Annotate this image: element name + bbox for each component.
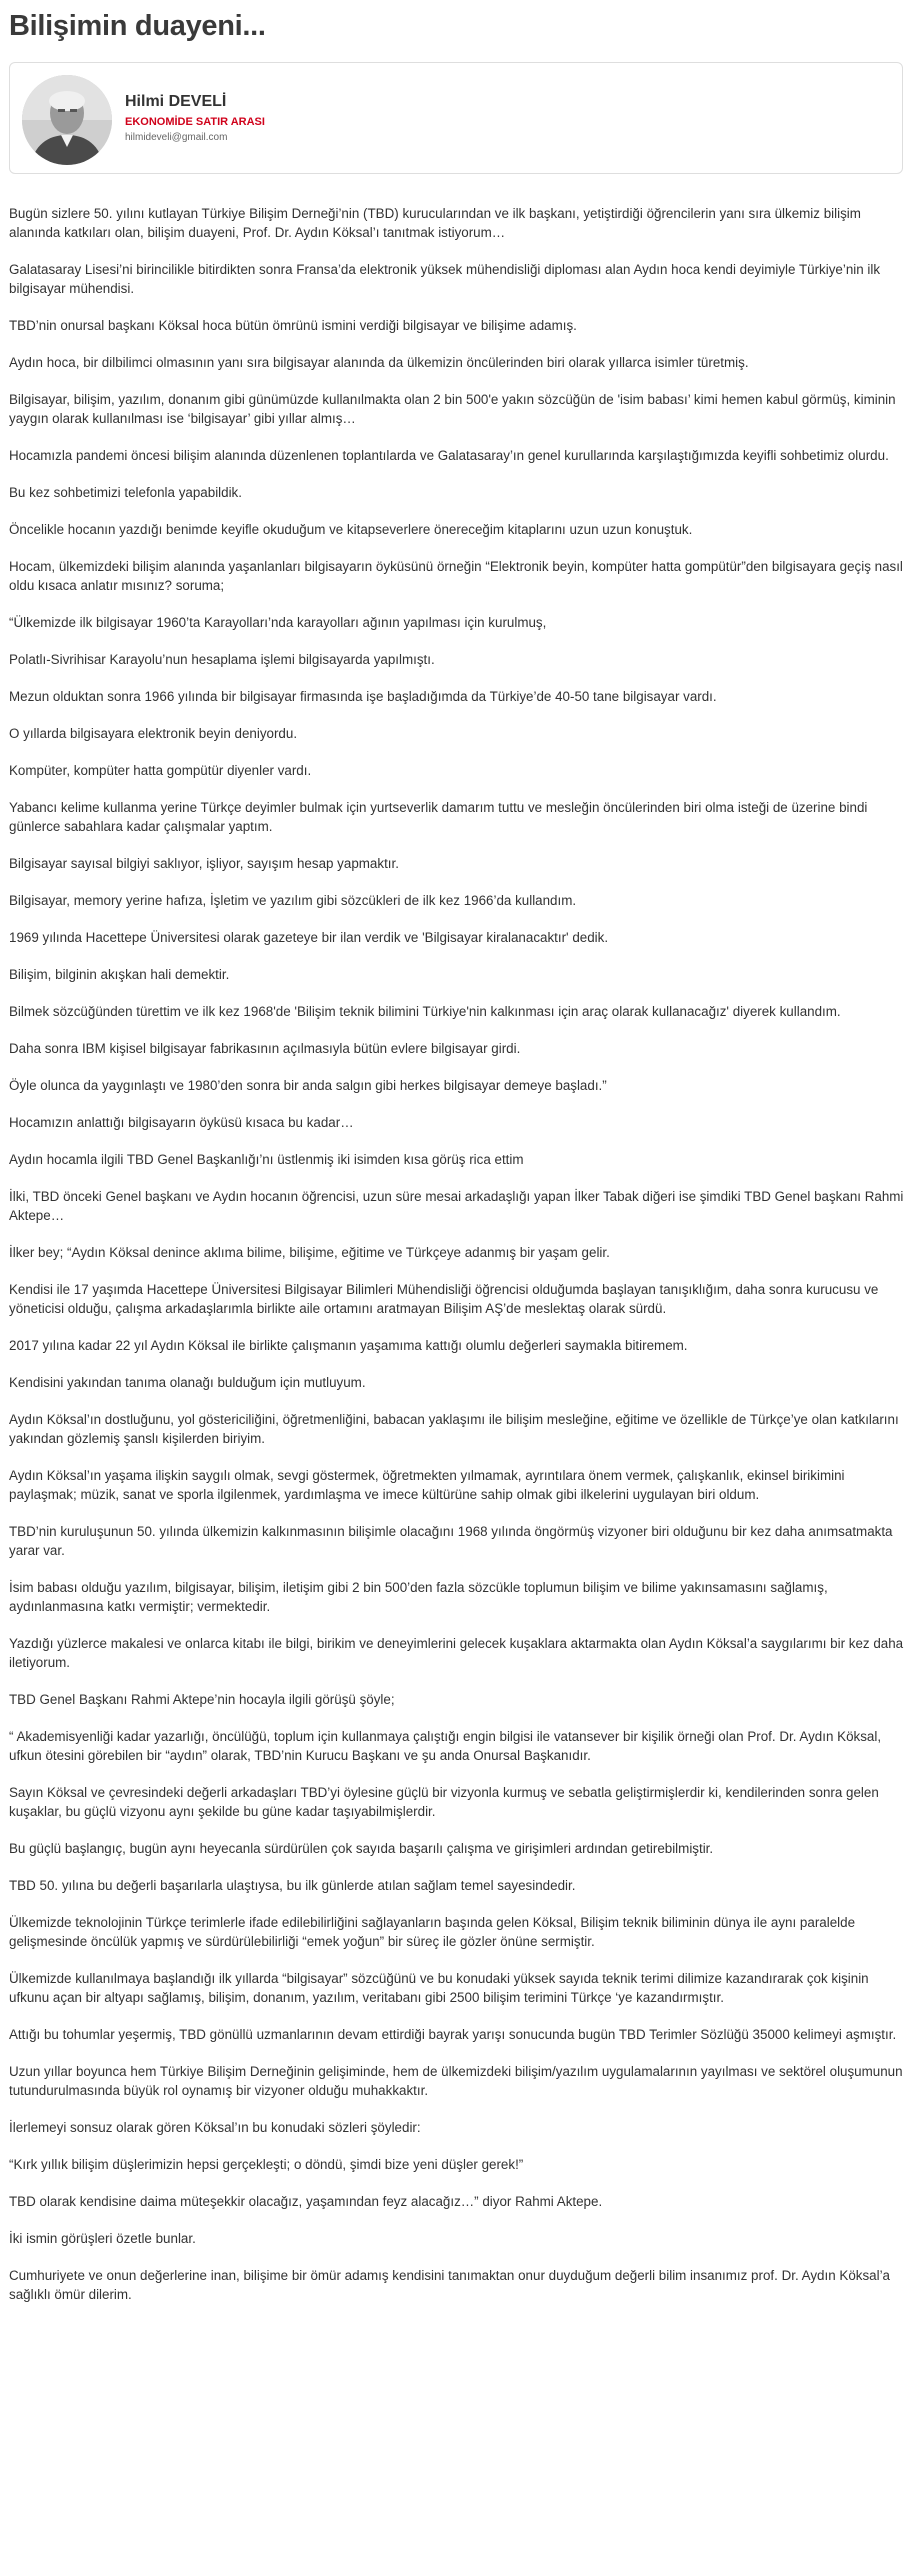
article-paragraph: İlki, TBD önceki Genel başkanı ve Aydın hocanın öğrencisi, uzun süre mesai arkadaşlığı yapan İlker Tabak diğeri ise şimdiki TBD Genel başkanı Rahmi Aktepe…: [9, 1189, 904, 1223]
article-paragraph: Aydın Köksal’ın dostluğunu, yol göstericiliğini, öğretmenliğini, babacan yaklaşımı ile bilişim mesleğine, eğitime ve özellikle de Türkçe’ye olan katkılarını yakından gözlemiş şanslı kişilerden biriyim.: [9, 1412, 899, 1446]
article-paragraph: Yabancı kelime kullanma yerine Türkçe deyimler bulmak için yurtseverlik damarım tuttu ve mesleğin öncülerinden biri olma isteği de üzerine bindi günlerce sabahlara kadar çalışmalar yaptım.: [9, 800, 868, 834]
article-paragraph: Hocamızın anlattığı bilgisayarın öyküsü kısaca bu kadar…: [9, 1115, 354, 1130]
article-paragraph: Bilgisayar sayısal bilgiyi saklıyor, işliyor, sayışım hesap yapmaktır.: [9, 856, 399, 871]
article-paragraph: Bu kez sohbetimizi telefonla yapabildik.: [9, 485, 242, 500]
article-paragraph: İki ismin görüşleri özetle bunlar.: [9, 2231, 196, 2246]
article-paragraph: Hocamızla pandemi öncesi bilişim alanında düzenlenen toplantılarda ve Galatasaray’ın genel kurullarında karşılaştığımızda keyifli sohbetimiz olurdu.: [9, 448, 889, 463]
article-paragraph: İlerlemeyi sonsuz olarak gören Köksal’ın bu konudaki sözleri şöyledir:: [9, 2120, 421, 2135]
article-paragraph: Öncelikle hocanın yazdığı benimde keyifle okuduğum ve kitapseverlere önereceğim kitaplarını uzun uzun konuştuk.: [9, 522, 693, 537]
article-paragraph: Yazdığı yüzlerce makalesi ve onlarca kitabı ile bilgi, birikim ve deneyimlerini gelecek kuşaklara aktarmakta olan Aydın Köksal’a saygılarımı bir kez daha iletiyorum.: [9, 1636, 904, 1670]
article-paragraph: TBD’nin kuruluşunun 50. yılında ülkemizin kalkınmasının bilişimle olacağını 1968 yılında öngörmüş vizyoner biri olduğunu bir kez daha anımsatmakta yarar var.: [9, 1524, 893, 1558]
author-email[interactable]: hilmideveli@gmail.com: [125, 132, 228, 143]
article-paragraph: Bilgisayar, bilişim, yazılım, donanım gibi günümüzde kullanılmakta olan 2 bin 500'e yakın sözcüğün de 'isim babası’ kimi hemen kabul görmüş, kiminin yaygın olarak kullanılması ise ‘bilgisayar’ gibi yıllar almış…: [9, 392, 896, 426]
article-paragraph: İlker bey; “Aydın Köksal denince aklıma bilime, bilişime, eğitime ve Türkçeye adanmış bir yaşam gelir.: [9, 1245, 610, 1260]
article-paragraph: Kendisini yakından tanıma olanağı bulduğum için mutluyum.: [9, 1375, 366, 1390]
article-paragraph: Daha sonra IBM kişisel bilgisayar fabrikasının açılmasıyla bütün evlere bilgisayar girdi.: [9, 1041, 521, 1056]
article-paragraph: 2017 yılına kadar 22 yıl Aydın Köksal ile birlikte çalışmanın yaşamıma kattığı olumlu değerleri saymakla bitiremem.: [9, 1338, 688, 1353]
article-paragraph: Bilişim, bilginin akışkan hali demektir.: [9, 967, 230, 982]
article-paragraph: TBD olarak kendisine daima müteşekkir olacağız, yaşamından feyz alacağız…” diyor Rahmi Aktepe.: [9, 2194, 603, 2209]
article-paragraph: TBD 50. yılına bu değerli başarılarla ulaştıysa, bu ilk günlerde atılan sağlam temel sayesindedir.: [9, 1878, 576, 1893]
article-paragraph: Uzun yıllar boyunca hem Türkiye Bilişim Derneğinin gelişiminde, hem de ülkemizdeki bilişim/yazılım uygulamalarının yayılması ve sektörel oluşumunun tutundurulmasında büyük rol oynamış bir vizyoner olduğu muhakkaktır.: [9, 2064, 903, 2098]
article-paragraph: 1969 yılında Hacettepe Üniversitesi olarak gazeteye bir ilan verdik ve 'Bilgisayar kiralanacaktır' dedik.: [9, 930, 609, 945]
article-paragraph: Bilmek sözcüğünden türettim ve ilk kez 1968'de 'Bilişim teknik bilimini Türkiye'nin kalkınması için araç olarak kullanacağız' diyerek kullandım.: [9, 1004, 841, 1019]
article-paragraph: Cumhuriyete ve onun değerlerine inan, bilişime bir ömür adamış kendisini tanımaktan onur duyduğum değerli bilim insanımız prof. Dr. Aydın Köksal’a sağlıklı ömür dilerim.: [9, 2268, 891, 2302]
article-paragraph: Aydın hoca, bir dilbilimci olmasının yanı sıra bilgisayar alanında da ülkemizin öncülerinden biri olarak yıllarca isimler türetmiş.: [9, 355, 749, 370]
article-headline: Bilişimin duayeni...: [9, 10, 266, 42]
article-paragraph: Bu güçlü başlangıç, bugün aynı heyecanla sürdürülen çok sayıda başarılı çalışma ve girişimleri ardından getirebilmiştir.: [9, 1841, 714, 1856]
author-card[interactable]: [9, 62, 903, 174]
article-paragraph: “Kırk yıllık bilişim düşlerimizin hepsi gerçekleşti; o döndü, şimdi bize yeni düşler gerek!”: [9, 2157, 524, 2172]
article-paragraph: Mezun olduktan sonra 1966 yılında bir bilgisayar firmasında işe başladığımda da Türkiye’de 40-50 tane bilgisayar vardı.: [9, 689, 717, 704]
article-paragraph: Hocam, ülkemizdeki bilişim alanında yaşanlanları bilgisayarın öyküsünü örneğin “Elektronik beyin, kompüter hatta gompütür”den bilgisayara geçiş nasıl oldu kısaca anlatır mısınız? soruma;: [9, 559, 903, 593]
article-paragraph: Kendisi ile 17 yaşımda Hacettepe Üniversitesi Bilgisayar Bilimleri Mühendisliği öğrencisi olduğumda başlayan tanışıklığım, daha sonra kurucusu ve yöneticisi olduğu, çalışma arkadaşlarımla birlikte aile ortamını aratmayan Bilişim AŞ’de meslektaş olarak sürdü.: [9, 1282, 879, 1316]
article-paragraph: İsim babası olduğu yazılım, bilgisayar, bilişim, iletişim gibi 2 bin 500’den fazla sözcükle toplumun bilişim ve bilime yakınsamasını sağlamış, aydınlanmasına katkı vermiştir; vermektedir.: [9, 1580, 828, 1614]
article-paragraph: Ülkemizde kullanılmaya başlandığı ilk yıllarda “bilgisayar” sözcüğünü ve bu konudaki yüksek sayıda teknik terimi dilimize kazandırarak çok kişinin ufkunu açan bir altyapı sağlamış, bilişim, donanım, yazılım, veritabanı gibi 2500 bilişim terimini Türkçe ‘ye kazandırmıştır.: [9, 1971, 869, 2005]
article-paragraph: Bugün sizlere 50. yılını kutlayan Türkiye Bilişim Derneği’nin (TBD) kurucularından ve ilk başkanı, yetiştirdiği öğrencilerin yanı sıra ülkemiz bilişim alanında katkıları olan, bilişim duayeni, Prof. Dr. Aydın Köksal’ı tanıtmak istiyorum…: [9, 206, 861, 240]
article-paragraph: Ülkemizde teknolojinin Türkçe terimlerle ifade edilebilirliğini sağlayanların başında gelen Köksal, Bilişim teknik biliminin dünya ile aynı paralelde gelişmesinde öncülük yapmış ve sürdürülebilirliği “emek yoğun” bir süreç ile gözler önüne sermiştir.: [9, 1915, 856, 1949]
article-body: [9, 204, 905, 2322]
article-paragraph: Kompüter, kompüter hatta gompütür diyenler vardı.: [9, 763, 312, 778]
article-paragraph: Aydın hocamla ilgili TBD Genel Başkanlığı’nı üstlenmiş iki isimden kısa görüş rica ettim: [9, 1152, 524, 1167]
article-paragraph: Attığı bu tohumlar yeşermiş, TBD gönüllü uzmanlarının devam ettirdiği bayrak yarışı sonucunda bugün TBD Terimler Sözlüğü 35000 kelimeyi aşmıştır.: [9, 2027, 897, 2042]
article-paragraph: Bilgisayar, memory yerine hafıza, İşletim ve yazılım gibi sözcükleri de ilk kez 1966’da kullandım.: [9, 893, 577, 908]
article-paragraph: Öyle olunca da yaygınlaştı ve 1980’den sonra bir anda salgın gibi herkes bilgisayar demeye başladı.”: [9, 1078, 607, 1093]
article-paragraph: Galatasaray Lisesi’ni birincilikle bitirdikten sonra Fransa’da elektronik yüksek mühendisliği diploması alan Aydın hoca kendi deyimiyle Türkiye’nin ilk bilgisayar mühendisi.: [9, 262, 881, 296]
article-paragraph: Sayın Köksal ve çevresindeki değerli arkadaşları TBD’yi öylesine güçlü bir vizyonla kurmuş ve sebatla geliştirmişlerdir ki, kendilerinden sonra gelen kuşaklar, bu güçlü vizyonu aynı şekilde bu güne kadar taşıyabilmişlerdir.: [9, 1785, 879, 1819]
article-paragraph: TBD Genel Başkanı Rahmi Aktepe’nin hocayla ilgili görüşü şöyle;: [9, 1692, 395, 1707]
author-avatar[interactable]: [22, 75, 112, 165]
article-paragraph: O yıllarda bilgisayara elektronik beyin deniyordu.: [9, 726, 298, 741]
author-photo-icon: [22, 75, 112, 165]
article-paragraph: Aydın Köksal’ın yaşama ilişkin saygılı olmak, sevgi göstermek, öğretmekten yılmamak, ayrıntılara önem vermek, çalışkanlık, ekinsel birikimini paylaşmak; müzik, sanat ve sporla ilgilenmek, yardımlaşma ve imece kültürüne sahip olmak gibi ilkelerini uygulayan biri oldum.: [9, 1468, 845, 1502]
article-paragraph: “Ülkemizde ilk bilgisayar 1960’ta Karayolları’nda karayolları ağının yapılması için kurulmuş,: [9, 615, 547, 630]
author-column-title[interactable]: EKONOMİDE SATIR ARASI: [125, 116, 265, 128]
author-name[interactable]: Hilmi DEVELİ: [125, 93, 227, 110]
article-paragraph: “ Akademisyenliği kadar yazarlığı, öncülüğü, toplum için kullanmaya çalıştığı engin bilgisi ile vatansever bir kişilik örneği olan Prof. Dr. Aydın Köksal, ufkun ötesini görebilen bir “aydın” olarak, TBD’nin Kurucu Başkanı ve şu anda Onursal Başkanıdır.: [9, 1729, 882, 1763]
article-paragraph: TBD’nin onursal başkanı Köksal hoca bütün ömrünü ismini verdiği bilgisayar ve bilişime adamış.: [9, 318, 577, 333]
article-paragraph: Polatlı-Sivrihisar Karayolu’nun hesaplama işlemi bilgisayarda yapılmıştı.: [9, 652, 435, 667]
